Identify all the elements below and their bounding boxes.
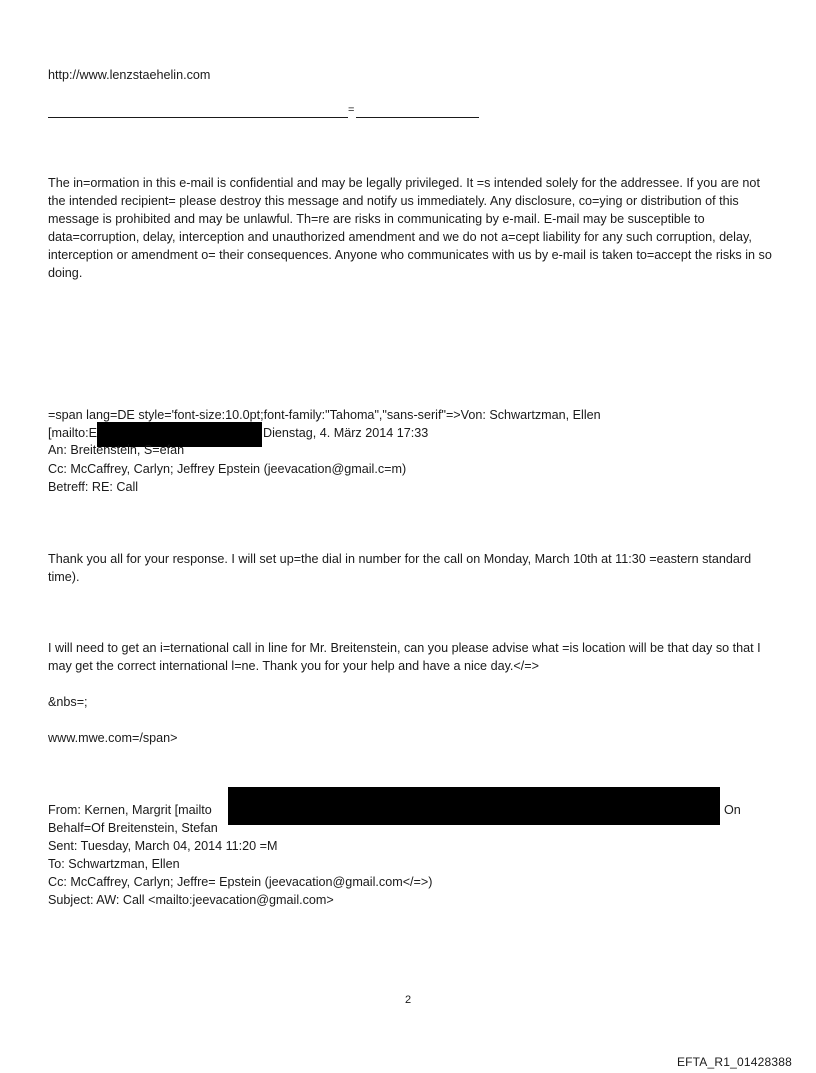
english-sent-line: Sent: Tuesday, March 04, 2014 11:20 =M <box>48 839 278 853</box>
page-number: 2 <box>404 994 412 1006</box>
english-to-line: To: Schwartzman, Ellen <box>48 857 180 871</box>
separator-rule-right <box>356 117 479 118</box>
nbsp-line: &nbs=; <box>48 695 88 709</box>
german-mailto-prefix: [mailto:E <box>48 426 97 440</box>
german-cc-line: Cc: McCaffrey, Carlyn; Jeffrey Epstein (jeevacation@gmail.c=m) <box>48 462 407 476</box>
separator-rule-left <box>48 117 348 118</box>
german-von-line: =span lang=DE style='font-size:10.0pt;font-family:"Tahoma","sans-serif"=>Von: Schwartzman, Ellen <box>48 408 601 422</box>
mwe-link-line: www.mwe.com=/span> <box>48 731 178 745</box>
german-gesendet: Dienstag, 4. März 2014 17:33 <box>263 426 429 440</box>
german-an-line: An: Breitenstein, S=efan <box>48 443 185 457</box>
redaction-bar <box>228 787 720 825</box>
body-paragraph-2: I will need to get an i=ternational call in line for Mr. Breitenstein, can you please advise what =is location will be that day so that I may get the correct international l=ne. Thank you for your help and have a nice day.</=> <box>48 641 761 673</box>
english-from-suffix: On <box>724 803 741 817</box>
english-subject-line: Subject: AW: Call <mailto:jeevacation@gmail.com> <box>48 893 334 907</box>
document-id: EFTA_R1_01428388 <box>676 1055 792 1069</box>
english-from-prefix: From: Kernen, Margrit [mailto <box>48 803 212 817</box>
confidentiality-disclaimer: The in=ormation in this e-mail is confidential and may be legally privileged. It =s intended solely for the addressee. If you are not the intended recipient= please destroy this message and notify us immediately. Any disclosure, co=ying or distribution of this message is prohibited and may be unlawful. Th=re are risks in communicating by e-mail. E-mail may be susceptible to data=corruption, delay, interception and unauthorized amendment and we do not a=cept liability for any such corruption, delay, interception or amendment o= their consequences. Anyone who communicates with us by e-mail is taken to=accept the risks in so doing. <box>48 176 772 280</box>
german-betreff-line: Betreff: RE: Call <box>48 480 139 494</box>
separator-char: = <box>348 104 355 116</box>
english-behalf-line: Behalf=Of Breitenstein, Stefan <box>48 821 218 835</box>
body-paragraph-1: Thank you all for your response. I will set up=the dial in number for the call on Monday, March 10th at 11:30 =eastern standard time). <box>48 552 752 584</box>
english-cc-line: Cc: McCaffrey, Carlyn; Jeffre= Epstein (jeevacation@gmail.com</=>) <box>48 875 433 889</box>
url-line: http://www.lenzstaehelin.com <box>48 68 211 82</box>
